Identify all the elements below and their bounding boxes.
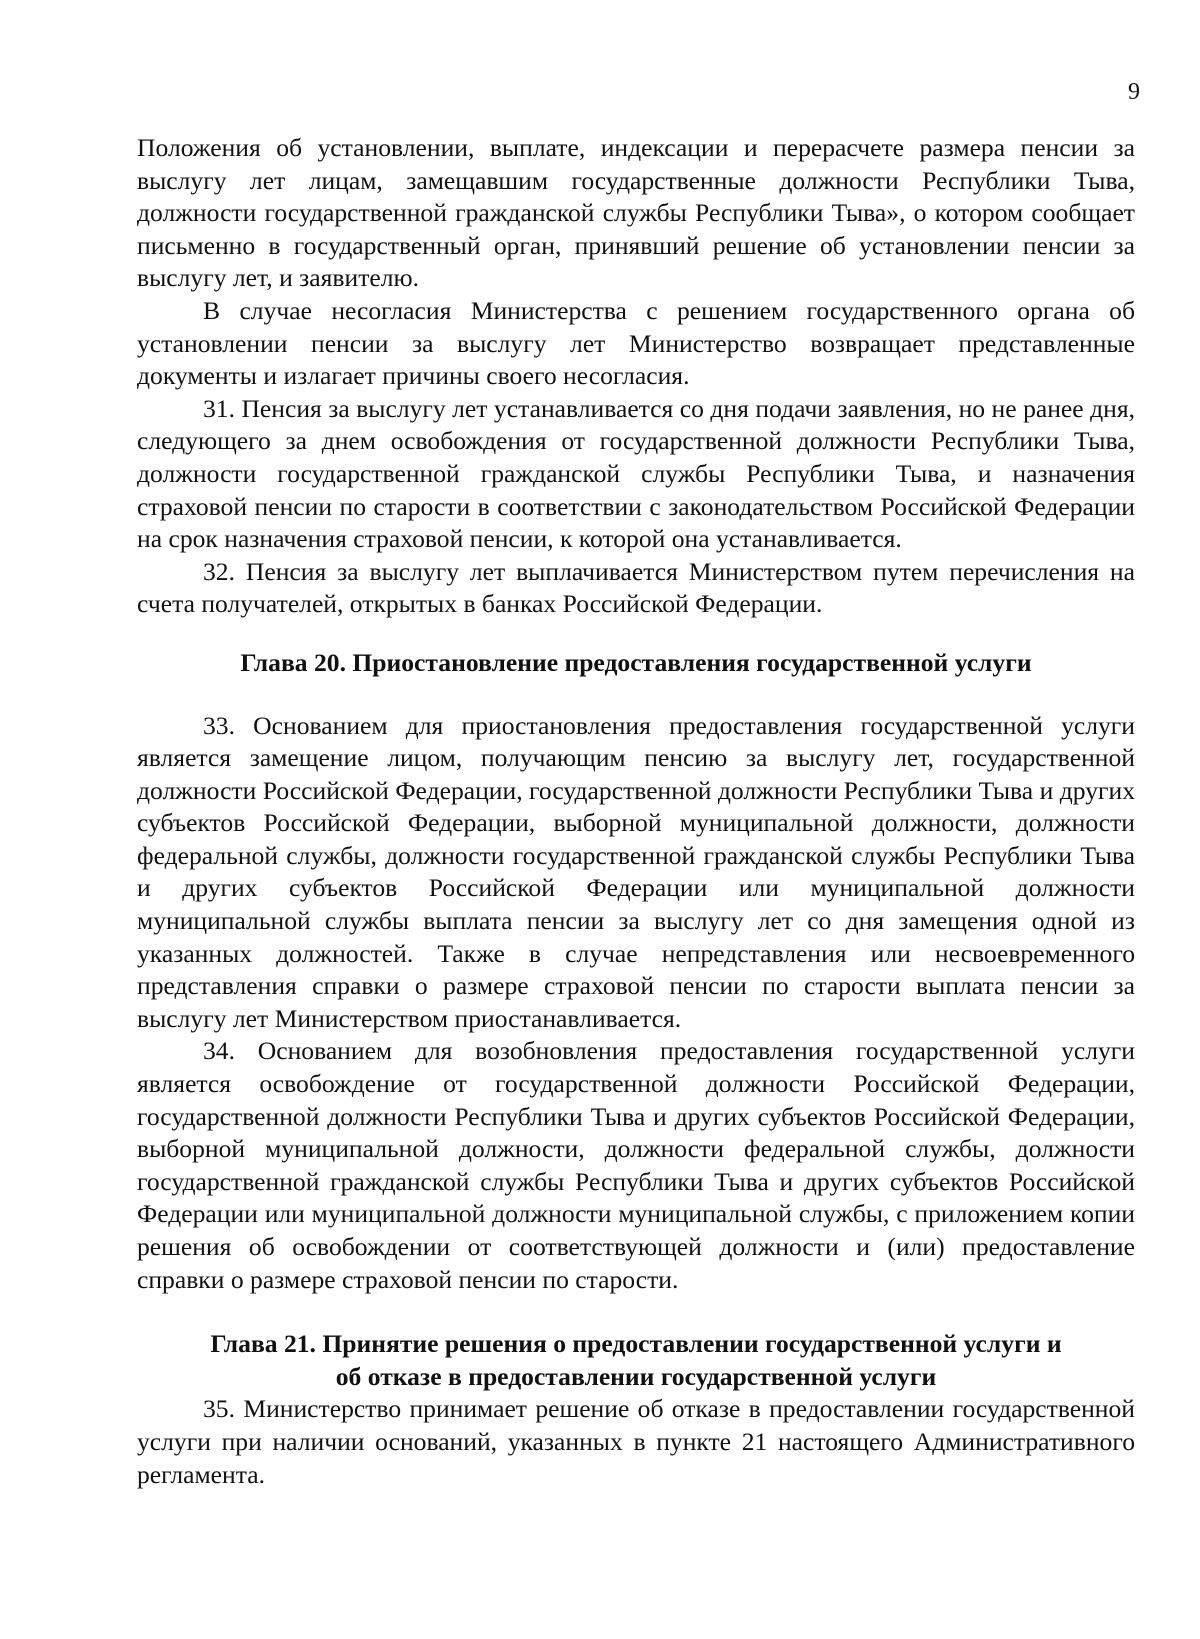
paragraph-35: 35. Министерство принимает решение об отказе в предоставлении государственной услуги при наличии оснований, указанных в пункте 21 настоящего Административного регламента.	[137, 1394, 1135, 1489]
page-number: 9	[1128, 79, 1140, 105]
paragraph-32: 32. Пенсия за выслугу лет выплачивается Министерством путем перечисления на счета получателей, открытых в банках Российской Федерации.	[137, 556, 1135, 619]
chapter-21-heading-line-2: об отказе в предоставлении государственной услуги	[335, 1361, 937, 1391]
paragraph-continuation: Положения об установлении, выплате, индексации и перерасчете размера пенсии за выслугу лет лицам, замещавшим государственные должности Республики Тыва, должности государственной гражданской службы Республики Тыва», о котором сообщает письменно в государственный орган, принявший решение об установлении пенсии за выслугу лет, и заявителю.	[137, 133, 1135, 293]
chapter-20-heading: Глава 20. Приостановление предоставления государственной услуги	[240, 647, 1032, 677]
paragraph-34: 34. Основанием для возобновления предоставления государственной услуги является освобождение от государственной должности Российской Федерации, государственной должности Республики Тыва и других субъектов Российской Федерации, выборной муниципальной должности, должности федеральной службы, должности государственной гражданской службы Республики Тыва и других субъектов Российской Федерации или муниципальной должности муниципальной службы, с приложением копии решения об освобождении от соответствующей должности и (или) предоставление справки о размере страховой пенсии по старости.	[137, 1036, 1135, 1294]
document-body	[137, 132, 1135, 1491]
paragraph-33: 33. Основанием для приостановления предоставления государственной услуги является замещение лицом, получающим пенсию за выслугу лет, государственной должности Российской Федерации, государственной должности Республики Тыва и других субъектов Российской Федерации, выборной муниципальной должности, должности федеральной службы, должности государственной гражданской службы Республики Тыва и других субъектов Российской Федерации или муниципальной должности муниципальной службы выплата пенсии за выслугу лет со дня замещения одной из указанных должностей. Также в случае непредставления или несвоевременного представления справки о размере страховой пенсии по старости выплата пенсии за выслугу лет Министерством приостанавливается.	[137, 710, 1135, 1033]
chapter-21-heading	[137, 1328, 1135, 1393]
paragraph-disagreement: В случае несогласия Министерства с решением государственного органа об установлении пенсии за выслугу лет Министерство возвращает представленные документы и излагает причины своего несогласия.	[137, 295, 1135, 391]
paragraph-31: 31. Пенсия за выслугу лет устанавливается со дня подачи заявления, но не ранее дня, следующего за днем освобождения от государственной должности Республики Тыва, должности государственной гражданской службы Республики Тыва, и назначения страховой пенсии по старости в соответствии с законодательством Российской Федерации на срок назначения страховой пенсии, к которой она устанавливается.	[137, 393, 1135, 554]
chapter-21-heading-line-1: Глава 21. Принятие решения о предоставлении государственной услуги и	[210, 1329, 1062, 1359]
